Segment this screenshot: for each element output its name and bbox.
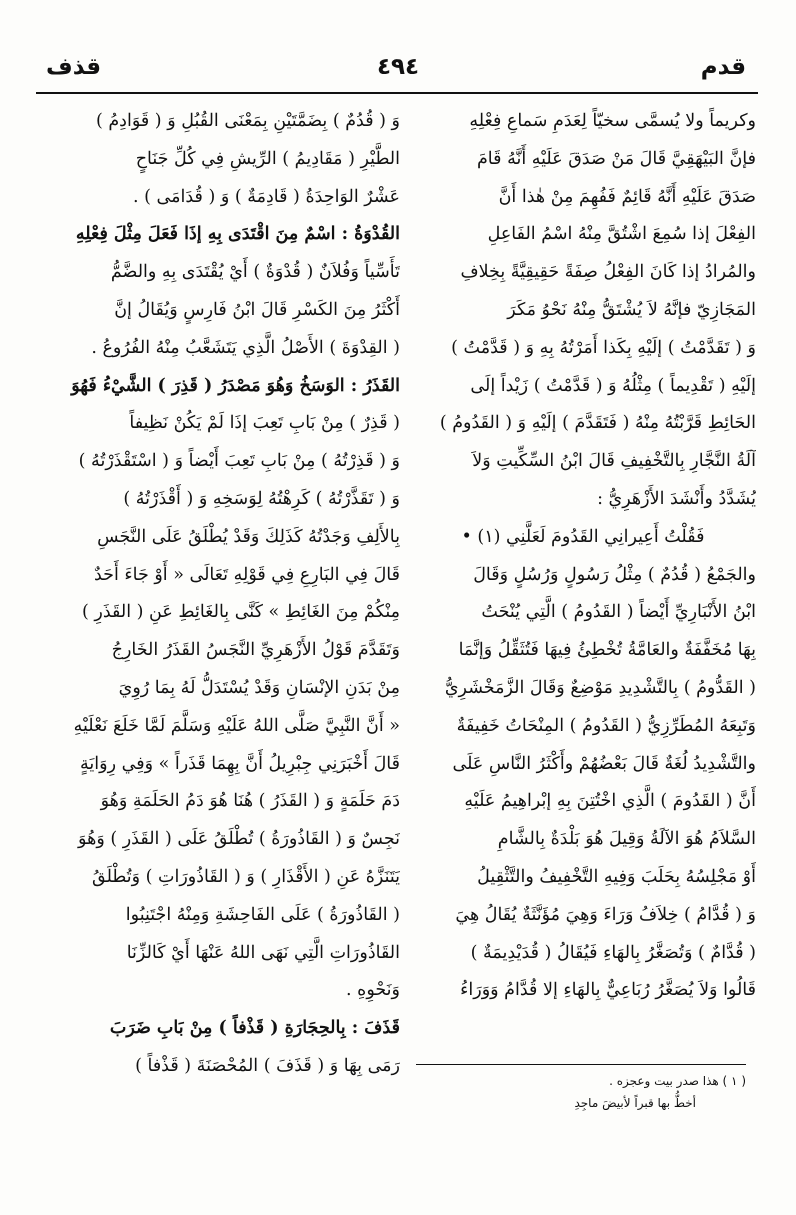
- text-line: بِالأَلِفِ وَجَدْتُهُ كَذَلِكَ وَقَدْ يُطْلَقُ عَلَى النَّجَسِ: [97, 526, 400, 547]
- text-line: المَجَازِيّ فإنَّهُ لاَ يُشْتَقُّ مِنْهُ نَحْوُ مَكَرَ: [507, 299, 756, 320]
- text-line: وَتَقَدَّمَ قَوْلُ الأَزْهَرِيِّ النَّجَسُ القَذَرُ الخَارِجُ: [111, 640, 400, 661]
- text-line: والجَمْعُ ( قُدُمٌ ) مِثْلُ رَسُولٍ وَرُسُلٍ وَقَالَ: [473, 564, 756, 585]
- text-line: السَّلاَمُ هُوَ الآلَةُ وَقِيلَ هُوَ بَلْدَةٌ بِالشَّامِ: [497, 829, 756, 850]
- text-line: صَدَقَ عَلَيْهِ أَنَّهُ قَائِمٌ فَفُهِمَ مِنْ هٰذا أَنَّ: [498, 186, 756, 207]
- text-line: وَ ( تَقَذَّرْتُهُ ) كَرِهْتُهُ لِوَسَخِهِ وَ ( أَقْذَرْتُهُ ): [123, 488, 400, 509]
- text-line: ( القَاذُورَةُ ) عَلَى الفَاحِشَةِ وَمِنْهُ اجْتَنِبُوا: [125, 904, 400, 925]
- text-line: مِنْ بَدَنِ الإنْسَانِ وَقَدْ يُسْتَدَلُّ لَهُ بِمَا رُوِيَ: [118, 677, 400, 698]
- text-line: القَاذُورَاتِ الَّتِي نَهَى اللهُ عَنْهَا أَيْ كَالزِّنَا: [126, 942, 400, 963]
- text-line: إلَيْهِ ( تَقْدِيماً ) مِثْلُهُ وَ ( قَدَّمْتُ ) زَيْداً إلَى: [470, 375, 756, 396]
- text-line: دَمَ حَلَمَةٍ وَ ( القَذَرُ ) هُنَا هُوَ دَمُ الحَلَمَةِ وَهُوَ: [100, 791, 400, 812]
- text-line: ( القِدْوَةَ ) الأَصْلُ الَّذِي يَتَشَعَّبُ مِنْهُ الفُرُوعُ .: [91, 337, 400, 358]
- right-column: [410, 103, 756, 1010]
- text-line: ( قَذِرٌ ) مِنْ بَابِ تَعِبَ إذَا لَمْ يَكُنْ نَظِيفاً: [129, 413, 400, 434]
- left-column: [38, 103, 400, 1086]
- footnote-rule: [416, 1064, 746, 1065]
- text-line: وَ ( قُدُمٌ ) بِضَمَّتَيْنِ بِمَعْنَى القُبُلِ وَ ( قَوَادِمُ ): [95, 111, 400, 131]
- text-line: والتَّشْدِيدُ لُغَةٌ قَالَ بَعْضُهُمْ وأَكْثَرُ النَّاسِ عَلَى: [452, 753, 756, 774]
- text-line: قَالَ أَخْبَرَنِي جِبْرِيلُ أَنَّ بِهِمَا قَذَراً » وَفِي رِوَايَةٍ: [80, 753, 400, 774]
- text-line: قَالُوا وَلاَ يُصَغَّرُ رُبَاعِيٌّ بِالهَاءِ إلا قُدَّامُ وَوَرَاءُ: [460, 980, 756, 1001]
- text-line: ( القَدُّومُ ) بِالتَّشْدِيدِ مَوْضِعٌ وَقَالَ الزَّمَخْشَرِيُّ: [444, 677, 756, 698]
- text-line: وَ ( تَقَدَّمْتُ ) إلَيْهِ بِكَذا أَمَرْتُهُ بِهِ وَ ( قَدَّمْتُ ): [451, 337, 756, 358]
- header-next-word: قذف: [46, 54, 102, 80]
- text-line: عَشْرٌ الوَاحِدَةُ ( قَادِمَةٌ ) وَ ( قُدَامَى ) .: [133, 186, 400, 207]
- text-line: فإنَّ البَيْهَقِيَّ قَالَ مَنْ صَدَقَ عَلَيْهِ أَنَّهُ قَامَ: [476, 148, 756, 169]
- text-line: آلَةُ النَّجَّارِ بِالتَّخْفِيفِ قَالَ ابْنُ السِّكِّيتِ وَلاَ: [472, 451, 756, 472]
- text-line: رَمَى بِهَا وَ ( قَذَفَ ) المُحْصَنَةَ ( قَذْفاً ): [135, 1055, 400, 1076]
- header-root-word: قدم: [700, 54, 746, 80]
- text-line: بِهَا مُخَفَّفَةٌ والعَامَّةُ تُخْطِئُ فِيهَا فَتُثَقِّلُ وَإنَّمَا: [458, 640, 756, 661]
- text-line: قَالَ فِي البَارِعِ فِي قَوْلِهِ تَعَالَى « أَوْ جَاءَ أَحَدٌ: [93, 564, 400, 585]
- text-line: تَأَسِّياً وَفُلاَنٌ ( قُدْوَةٌ ) أَيْ يُقْتَدَى بِهِ والضَّمُّ: [110, 262, 400, 283]
- text-line: ابْنُ الأَنْبَارِيِّ أَيْضاً ( القَدُومُ ) الَّتِي يُنْحَتُ: [481, 602, 756, 623]
- entry-headword-line: قَذَفَ : بِالحِجَارَةِ ( قَذْفاً ) مِنْ بَابِ ضَرَبَ: [109, 1018, 400, 1039]
- footnote: [406, 1070, 746, 1114]
- text-line: أَكْثَرُ مِنَ الكَسْرِ قَالَ ابْنُ فَارِسٍ وَيُقَالُ إنَّ: [114, 299, 400, 320]
- text-line: وَ ( قُدَّامُ ) خِلاَفُ وَرَاءَ وَهِيَ مُؤَنَّثَةٌ يُقَالُ هِيَ: [455, 904, 756, 925]
- header-rule: [36, 92, 758, 94]
- text-line: يَتَنَزَّهُ عَنِ ( الأَقْذَارِ ) وَ ( القَاذُورَاتِ ) وَتُطْلَقُ: [91, 866, 400, 887]
- text-line: ( قُدَّامٌ ) وَتُصَغَّرُ بِالهَاءِ فَيُقَالُ ( قُدَيْدِيمَةٌ ): [470, 942, 756, 963]
- footnote-text: ( ١ ) هذا صدر بيت وعجزه .: [609, 1074, 746, 1088]
- text-line: نَجِسٌ وَ ( القَاذُورَةُ ) تُطْلَقُ عَلَى ( القَذَرِ ) وَهُوَ: [78, 829, 400, 850]
- text-line: وَنَحْوِهِ .: [346, 980, 400, 1001]
- text-line: يُشَدَّدُ وأَنْشَدَ الأَزْهَرِيُّ :: [597, 488, 756, 509]
- verse-line: فَقُلْتُ أَعِيرانِي القَدُومَ لَعَلَّنِي (١) •: [461, 526, 705, 547]
- text-line: أَنَّ ( القَدُومَ ) الَّذِي اخْتُتِنَ بِهِ إبْراهِيمُ عَلَيْهِ: [464, 791, 756, 812]
- page-number: ٤٩٤: [376, 54, 420, 80]
- text-line: « أَنَّ النَّبِيَّ صَلَّى اللهُ عَلَيْهِ وَسَلَّمَ لَمَّا خَلَعَ نَعْلَيْهِ: [73, 715, 400, 736]
- text-line: الفِعْلَ إذا سُمِعَ اشْتُقَّ مِنْهُ اسْمُ الفَاعِلِ: [487, 224, 756, 245]
- footnote-verse: أخطُّ بها قبراً لأبيضَ ماجِدِ: [574, 1096, 696, 1110]
- text-line: الطَّيْرِ ( مَقَادِيمُ ) الرِّيشِ فِي كُلِّ جَنَاحٍ: [135, 148, 400, 169]
- text-line: وَ ( قَذِرْتُهُ ) مِنْ بَابِ تَعِبَ أَيْضاً وَ ( اسْتَقْذَرْتُهُ ): [78, 451, 400, 472]
- text-line: وَتَبِعَهُ المُطَرِّزِيُّ ( القَدُومُ ) المِنْحَاتُ خَفِيفَةٌ: [456, 715, 756, 736]
- text-line: وكريماً ولا يُسمَّى سخيّاً لِعَدَمِ سَماعِ فِعْلِهِ: [469, 111, 756, 131]
- text-line: الحَائِطِ قَرَّبْتُهُ مِنْهُ ( فَتَقَدَّمَ ) إلَيْهِ وَ ( القَدُومُ ): [439, 413, 756, 434]
- entry-headword-line: القُدْوَةُ : اسْمٌ مِنَ اقْتَدَى بِهِ إذَا فَعَلَ مِثْلَ فِعْلِهِ: [75, 224, 400, 245]
- text-line: مِنْكُمْ مِنَ الغَائِطِ » كَنَّى بِالغَائِطِ عَنِ ( القَذَرِ ): [82, 602, 400, 623]
- text-line: والمُرادُ إذا كَانَ الفِعْلُ صِفَةً حَقِيقِيَّةً بِخِلافِ: [460, 262, 756, 283]
- text-line: أَوْ مَجْلِسُهُ بِحَلَبَ وَفِيهِ التَّخْفِيفُ والتَّثْقِيلُ: [477, 866, 756, 887]
- entry-headword-line: القَذَرُ : الوَسَخُ وَهُوَ مَصْدَرُ ( قَذِرَ ) الشَّيْءُ فَهُوَ: [71, 375, 400, 396]
